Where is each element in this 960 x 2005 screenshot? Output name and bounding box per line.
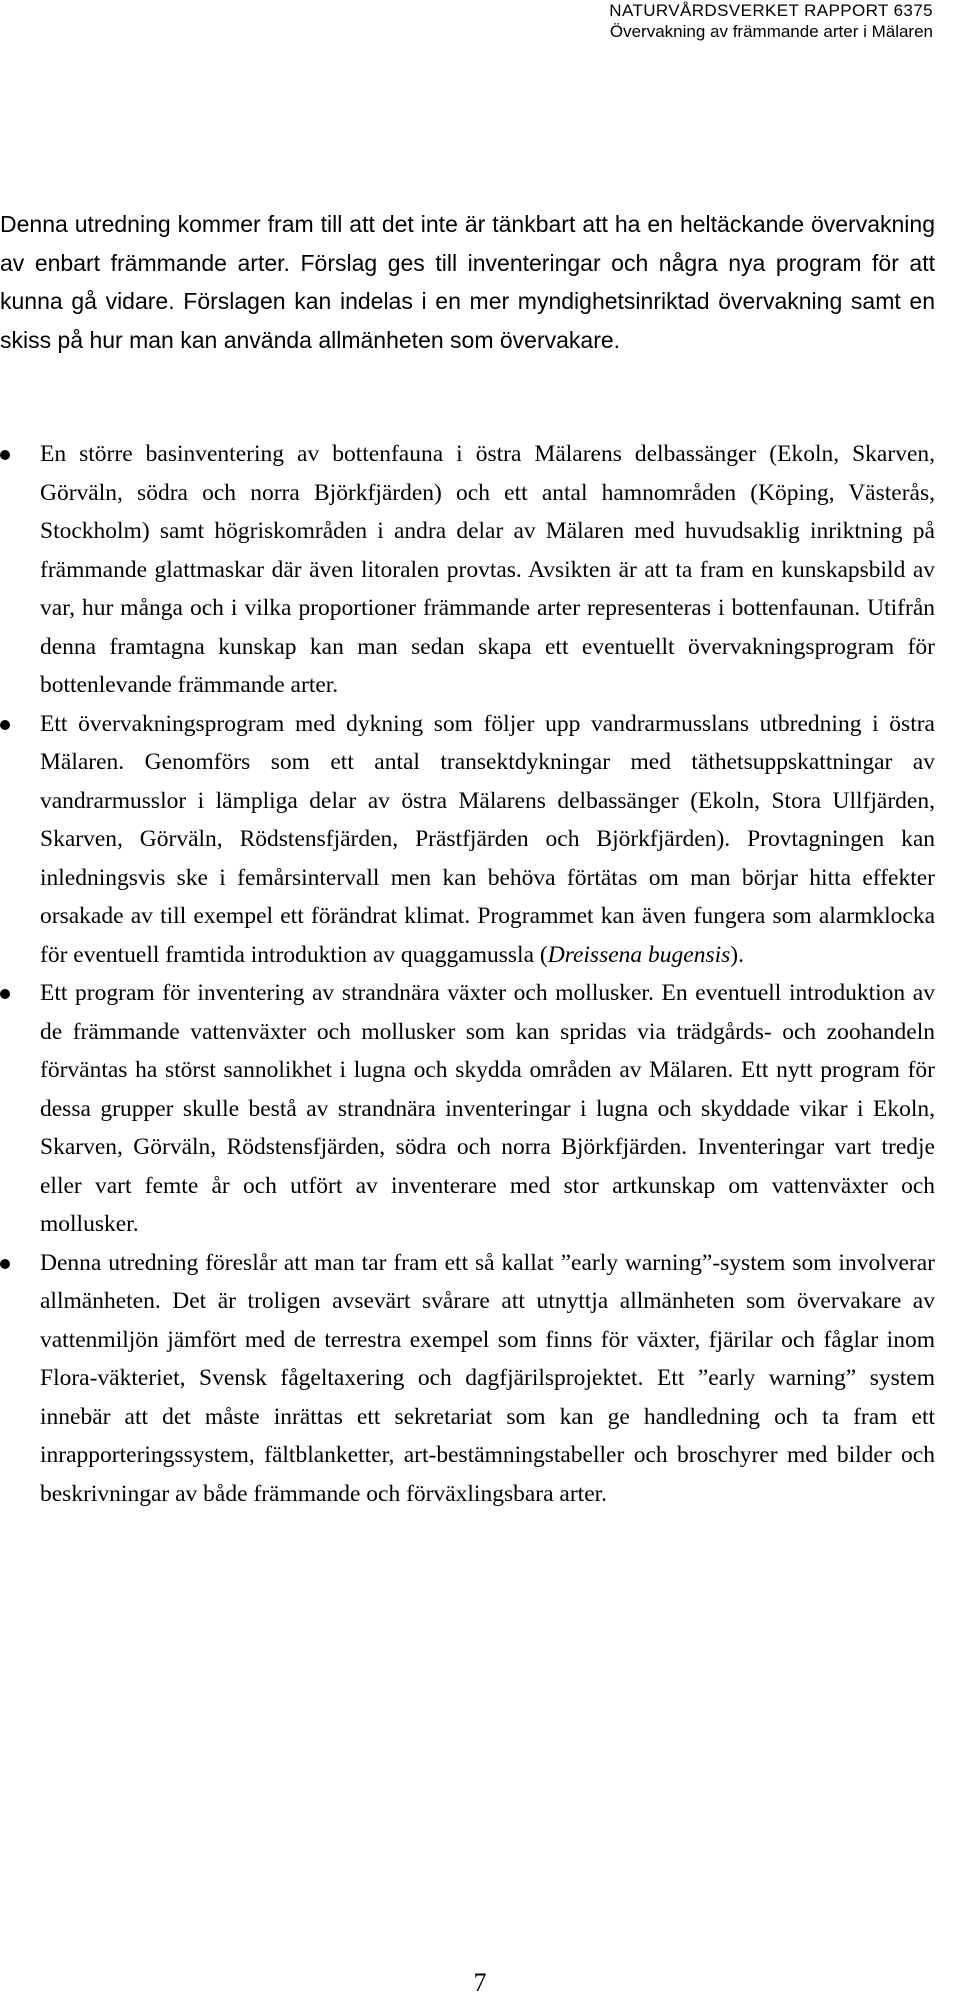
report-number: NATURVÅRDSVERKET RAPPORT 6375 [609,1,933,20]
list-item-text: En större basinventering av bottenfauna i östra Mälarens delbassänger (Ekoln, Skarven, Görväln, södra och norra Björkfjärden) och ett antal hamnområden (Köping, Västerås, Stockholm) samt högriskområden i andra delar av Mälaren med huvudsaklig inriktning på främmande glattmaskar där även litoralen provtas. Avsikten är att ta fram en kunskapsbild av var, hur många och i vilka proportioner främmande arter representeras i bottenfaunan. Utifrån denna framtagna kunskap kan man sedan skapa ett eventuellt övervakningsprogram för bottenlevande främmande arter. [40,441,935,698]
list-item [0,974,935,1244]
running-header [609,0,933,42]
intro-section [0,205,935,359]
bullet-icon [0,720,10,730]
page-number: 7 [473,1968,487,1997]
list-item [0,705,935,975]
list-item-text: Ett program för inventering av strandnära växter och mollusker. En eventuell introduktion av de främmande vattenväxter och mollusker som kan spridas via trädgårds- och zoohandeln förväntas ha störst sannolikhet i lugna och skydda områden av Mälaren. Ett nytt program för dessa grupper skulle bestå av strandnära inventeringar i lugna och skyddade vikar i Ekoln, Skarven, Görväln, Rödstensfjärden, södra och norra Björkfjärden. Inventeringar vart tredje eller vart femte år och utfört av inventerare med stor artkunskap om vattenväxter och mollusker. [40,980,935,1237]
species-name: Dreissena bugensis [547,941,731,968]
list-item-text: Denna utredning föreslår att man tar fram ett så kallat ”early warning”-system som involverar allmänheten. Det är troligen avsevärt svårare att utnyttja allmänheten som övervakare av vattenmiljön jämfört med de terrestra exempel som finns för växter, fjärilar och fåglar inom Flora-väkteriet, Svensk fågeltaxering och dagfjärilsprojektet. Ett ”early warning” system innebär att det måste inrättas ett sekretariat som kan ge handledning och ta fram ett inrapporteringssystem, fältblanketter, art-bestämningstabeller och broschyrer med bilder och beskrivningar av både främmande och förväxlingsbara arter. [40,1249,935,1507]
report-title: Övervakning av främmande arter i Mälaren [609,22,933,41]
intro-paragraph: Denna utredning kommer fram till att det inte är tänkbart att ha en heltäckande övervakning av enbart främmande arter. Förslag ges till inventeringar och några nya program för att kunna gå vidare. Förslagen kan indelas i en mer myndighetsinriktad övervakning samt en skiss på hur man kan använda allmänheten som övervakare. [0,211,935,353]
list-item-text: Ett övervakningsprogram med dykning som följer upp vandrarmusslans utbredning i östra Mälaren. Genomförs som ett antal transektdykningar med täthetsuppskattningar av vandrarmusslor i lämpliga delar av östra Mälarens delbassänger (Ekoln, Stora Ullfjärden, Skarven, Görväln, Rödstensfjärden, Prästfjärden och Björkfjärden). Provtagningen kan inledningsvis ske i femårsintervall men kan behöva förtätas om man börjar hitta effekter orsakade av till exempel ett förändrat klimat. Programmet kan även fungera som alarmklocka för eventuell framtida introduktion av quaggamussla ( [40,710,935,968]
bullet-icon [0,450,10,460]
list-item [0,1244,935,1514]
bullet-icon [0,1259,10,1269]
bullet-icon [0,989,10,999]
proposal-list [0,435,935,1513]
list-item [0,435,935,705]
list-item-text-end: ). [730,941,744,968]
